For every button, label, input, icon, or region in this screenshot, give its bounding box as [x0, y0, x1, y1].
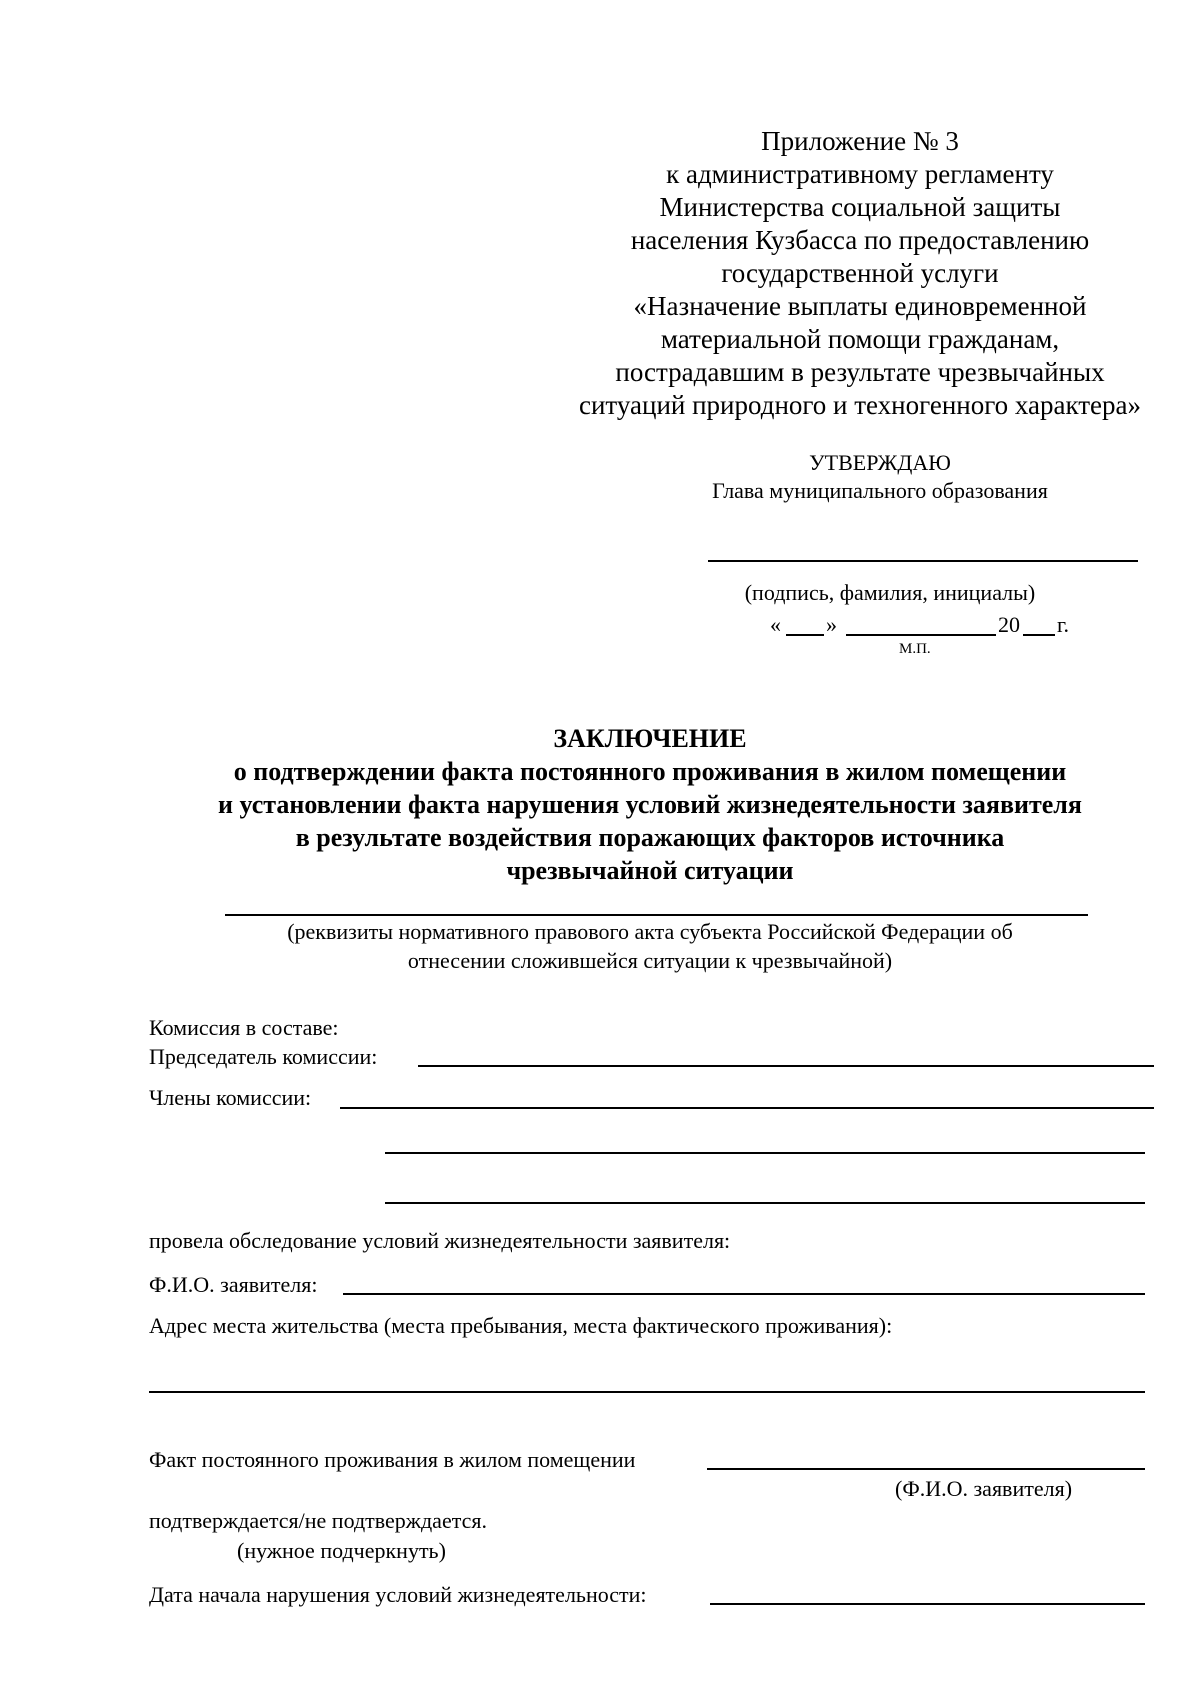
stamp-mark: М.П. [899, 641, 931, 657]
appendix-line: материальной помощи гражданам, [660, 324, 1060, 354]
date-year-suffix: г. [1057, 612, 1070, 637]
residence-fact-caption: (Ф.И.О. заявителя) [895, 1476, 1073, 1501]
survey-text: провела обследование условий жизнедеятельности заявителя: [149, 1228, 731, 1253]
signature-caption: (подпись, фамилия, инициалы) [744, 580, 1036, 605]
title-line: и установлении факта нарушения условий жизнедеятельности заявителя [218, 790, 1082, 819]
appendix-line: Министерства социальной защиты [659, 192, 1061, 222]
appendix-line: «Назначение выплаты единовременной [633, 291, 1087, 321]
requisites-caption-line: (реквизиты нормативного правового акта субъекта Российской Федерации об [287, 919, 1013, 944]
commission-intro: Комиссия в составе: [149, 1015, 339, 1040]
appendix-line: Приложение № 3 [761, 126, 959, 156]
violation-date-field[interactable] [710, 1603, 1145, 1605]
appendix-line: к административному регламенту [666, 159, 1054, 189]
date-close-quote: » [826, 612, 837, 637]
confirm-text: подтверждается/не подтверждается. [149, 1508, 487, 1533]
title-line: чрезвычайной ситуации [506, 856, 794, 885]
applicant-name-label: Ф.И.О. заявителя: [149, 1272, 318, 1297]
appendix-header [560, 125, 1160, 422]
approval-position: Глава муниципального образования [712, 478, 1048, 503]
appendix-line: пострадавшим в результате чрезвычайных [615, 357, 1105, 387]
document-title [150, 722, 1150, 887]
requisites-line[interactable] [225, 914, 1088, 916]
underline-hint: (нужное подчеркнуть) [237, 1538, 446, 1563]
address-label: Адрес места жительства (места пребывания, места фактического проживания): [149, 1313, 893, 1338]
title-line: в результате воздействия поражающих факторов источника [295, 823, 1005, 852]
approval-heading: УТВЕРЖДАЮ [809, 450, 951, 475]
appendix-line: ситуаций природного и техногенного характера» [578, 390, 1142, 420]
date-open-quote: « [770, 612, 781, 637]
appendix-line: государственной услуги [721, 258, 999, 288]
violation-date-label: Дата начала нарушения условий жизнедеятельности: [149, 1582, 647, 1607]
requisites-caption-line: отнесении сложившейся ситуации к чрезвычайной) [407, 948, 893, 973]
member-field-1[interactable] [340, 1107, 1154, 1109]
applicant-name-field[interactable] [343, 1293, 1145, 1295]
residence-fact-name-field[interactable] [707, 1468, 1145, 1470]
member-field-3[interactable] [385, 1202, 1145, 1204]
chairman-field[interactable] [418, 1065, 1154, 1067]
address-field[interactable] [149, 1391, 1145, 1393]
residence-fact-label: Факт постоянного проживания в жилом помещении [149, 1447, 636, 1472]
title-heading: ЗАКЛЮЧЕНИЕ [553, 724, 747, 753]
member-field-2[interactable] [385, 1152, 1145, 1154]
chairman-label: Председатель комиссии: [149, 1044, 378, 1069]
date-day-field[interactable] [786, 634, 824, 636]
signature-line[interactable] [708, 560, 1138, 562]
members-label: Члены комиссии: [149, 1085, 312, 1110]
date-year-prefix: 20 [998, 612, 1020, 637]
appendix-line: населения Кузбасса по предоставлению [630, 225, 1090, 255]
date-year-field[interactable] [1023, 634, 1055, 636]
requisites-caption [190, 917, 1110, 975]
title-line: о подтверждении факта постоянного проживания в жилом помещении [233, 757, 1067, 786]
date-month-field[interactable] [846, 634, 996, 636]
